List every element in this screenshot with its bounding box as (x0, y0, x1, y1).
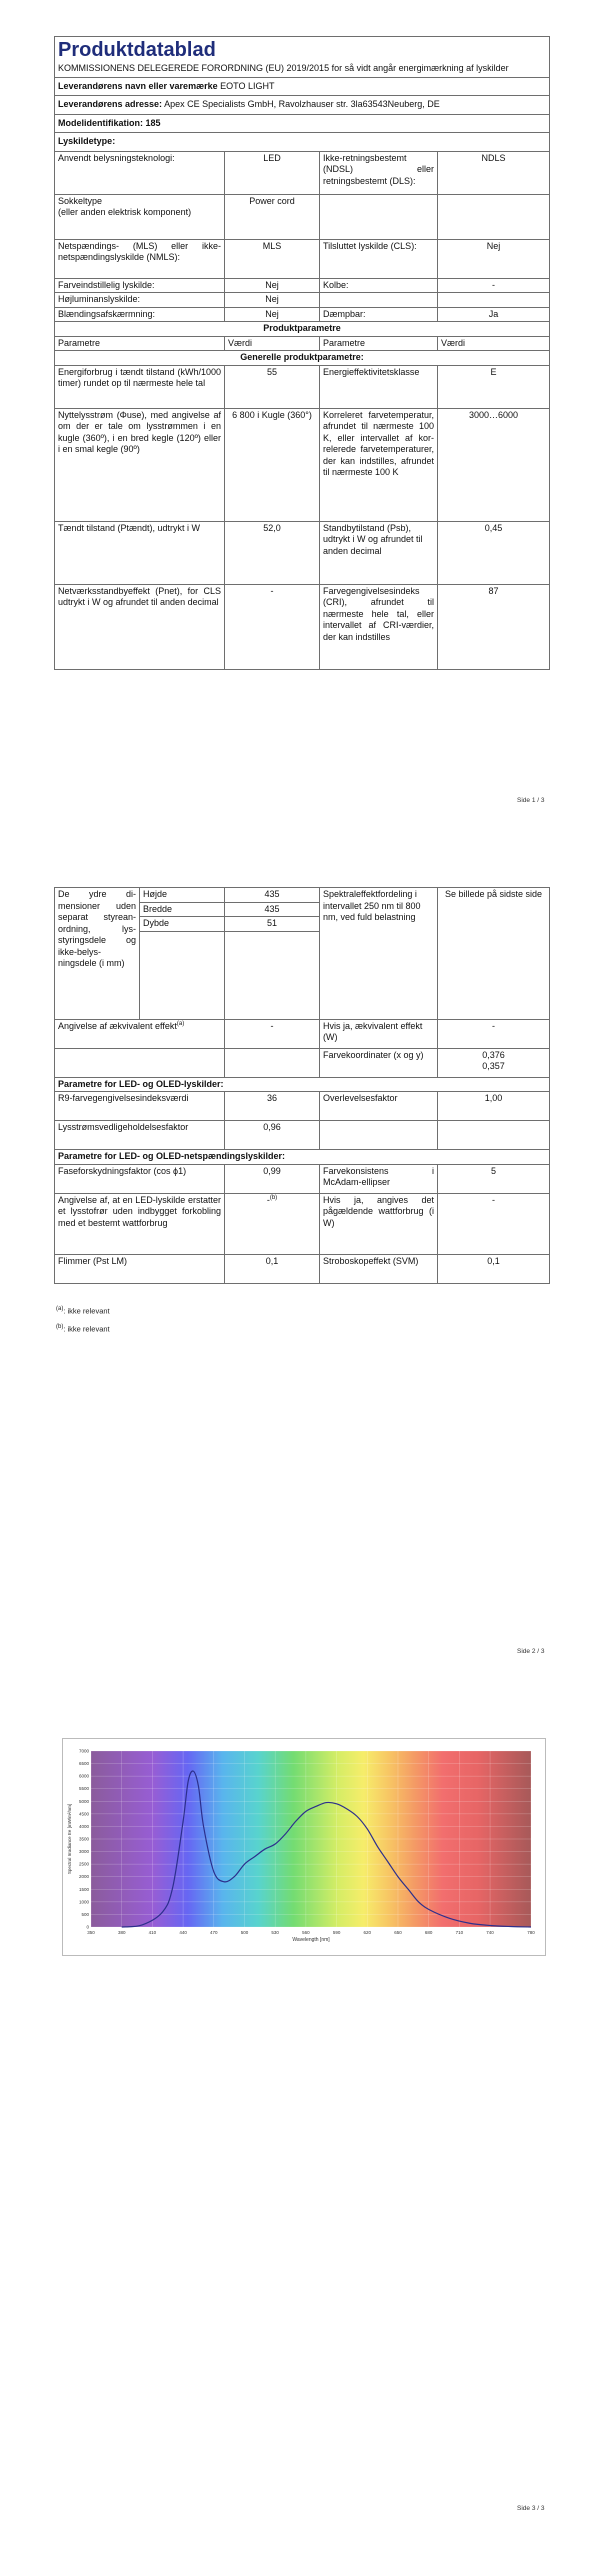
cct-value: 3000…6000 (438, 408, 550, 521)
x-tick-label: 470 (210, 1930, 218, 1935)
on-mode-power-value: 52,0 (225, 521, 320, 584)
directional-label: Ikke-retningsbestemt (NDSL) eller retningsbestemt (DLS): (320, 151, 438, 194)
y-tick-label: 4500 (78, 1811, 89, 1817)
page-title: Produktdatablad (58, 39, 216, 61)
equivalent-power-label: Angivelse af ækvivalent effekt (58, 1020, 177, 1031)
y-tick-label: 0 (86, 1924, 89, 1930)
r9-label: R9-farvegengivelsesindeksværdi (55, 1092, 225, 1121)
r9-value: 36 (225, 1092, 320, 1121)
energy-consumption-value: 55 (225, 365, 320, 408)
empty-cell (55, 1048, 225, 1077)
empty-cell (225, 1048, 320, 1077)
model-value: 185 (145, 117, 161, 128)
equivalent-watt-label: Hvis ja, ækvivalent effekt (W) (320, 1019, 438, 1048)
supplier-address: Apex CE Specialists GmbH, Ravolzhauser str. 3la63543Neuberg, DE (164, 99, 440, 110)
y-tick-label: 3000 (78, 1849, 89, 1855)
height-value: 435 (225, 888, 320, 903)
empty-cell (320, 1121, 438, 1150)
col-param-header: Parametre (320, 336, 438, 351)
high-luminance-value: Nej (225, 293, 320, 308)
depth-value: 51 (225, 917, 320, 932)
x-tick-label: 780 (527, 1930, 535, 1935)
dimensions-label: De ydre dimensioner uden separat styreanordning, lysstyringsdele og ikke-belysningsdele (i mm) (55, 888, 140, 1020)
energy-class-value: E (438, 365, 550, 408)
y-tick-label: 3500 (78, 1836, 89, 1842)
color-coordinates-label: Farvekoordinater (x og y) (320, 1048, 438, 1077)
cap-type-value: Power cord (225, 194, 320, 239)
empty-cell (140, 931, 225, 1019)
footnote-b-ref: (b) (269, 1194, 278, 1201)
color-coordinate-y: 0,357 (482, 1061, 505, 1072)
empty-cell (320, 293, 438, 308)
flicker-value: 0,1 (225, 1254, 320, 1283)
y-axis-label: Spectral Irradiance Ee [mW/m²/nm] (67, 1803, 72, 1875)
supplier-name-label: Leverandørens navn eller varemærke (58, 80, 218, 91)
color-consistency-value: 5 (438, 1164, 550, 1193)
cri-label: Farvegengivelsesindeks (CRI), afrundet til nærmeste hele tal, eller intervallet af CRI-værdier, der kan indstilles (320, 584, 438, 669)
depth-label: Dybde (140, 917, 225, 932)
color-tunable-value: Nej (225, 278, 320, 293)
color-consistency-label: Farvekonsistens i McAdam-ellipser (320, 1164, 438, 1193)
dimmable-label: Dæmpbar: (320, 307, 438, 322)
y-tick-label: 7000 (78, 1748, 89, 1754)
y-tick-label: 4000 (78, 1823, 89, 1829)
col-value-header: Værdi (225, 336, 320, 351)
y-tick-label: 2500 (78, 1861, 89, 1867)
page-number-3: Side 3 / 3 (517, 2505, 545, 2512)
replacement-watt-label: Hvis ja, angives det pågældende wattforbrug (i W) (320, 1193, 438, 1254)
spectral-value: Se billede på sidste side (438, 888, 550, 1020)
footnote-a-text: : ikke relevant (63, 1306, 110, 1316)
directional-value: NDLS (438, 151, 550, 194)
lumen-maintenance-label: Lysstrømsvedligeholdelsesfaktor (55, 1121, 225, 1150)
mains-value: MLS (225, 239, 320, 278)
footnote-b (56, 1324, 110, 1334)
y-tick-label: 2000 (78, 1874, 89, 1880)
x-tick-label: 590 (332, 1930, 341, 1935)
fluorescent-replacement-label: Angivelse af, at en LED-lyskilde erstatter et lysstofrør uden indbygget forkobling med et bestemt wattforbrug (55, 1193, 225, 1254)
survival-factor-label: Overlevelsesfaktor (320, 1092, 438, 1121)
survival-factor-value: 1,00 (438, 1092, 550, 1121)
x-tick-label: 650 (394, 1930, 402, 1935)
on-mode-power-label: Tændt tilstand (Ptændt), udtrykt i W (55, 521, 225, 584)
replacement-watt-value: - (438, 1193, 550, 1254)
y-tick-label: 6000 (78, 1773, 89, 1779)
x-axis (87, 1930, 535, 1935)
spectrum-chart-frame (62, 1738, 546, 1956)
envelope-value: - (438, 278, 550, 293)
envelope-label: Kolbe: (320, 278, 438, 293)
empty-cell (438, 194, 550, 239)
col-param-header: Parametre (55, 336, 225, 351)
x-tick-label: 380 (117, 1930, 126, 1935)
connected-label: Tilsluttet lyskilde (CLS): (320, 239, 438, 278)
luminous-flux-value: 6 800 i Kugle (360°) (225, 408, 320, 521)
stroboscopic-label: Stroboskopeffekt (SVM) (320, 1254, 438, 1283)
cap-type-label: Sokkeltype (eller anden elektrisk komponent) (55, 194, 225, 239)
col-value-header: Værdi (438, 336, 550, 351)
x-tick-label: 530 (271, 1930, 279, 1935)
displacement-factor-label: Faseforskydningsfaktor (cos ϕ1) (55, 1164, 225, 1193)
empty-cell (438, 293, 550, 308)
empty-cell (320, 194, 438, 239)
height-label: Højde (140, 888, 225, 903)
x-tick-label: 560 (302, 1930, 310, 1935)
x-tick-label: 680 (424, 1930, 433, 1935)
connected-value: Nej (438, 239, 550, 278)
color-coordinate-x: 0,376 (482, 1049, 505, 1060)
x-tick-label: 350 (87, 1930, 95, 1935)
mains-label: Netspændings- (MLS) eller ikke-netspændingslyskilde (NMLS): (55, 239, 225, 278)
dimmable-value: Ja (438, 307, 550, 322)
general-params-header: Generelle produktparametre: (55, 351, 550, 366)
x-tick-label: 410 (148, 1930, 157, 1935)
tech-value: LED (225, 151, 320, 194)
x-tick-label: 710 (455, 1930, 464, 1935)
x-tick-label: 740 (486, 1930, 494, 1935)
x-axis-label: Wavelength [nm] (292, 1937, 330, 1943)
led-params-header: Parametre for LED- og OLED-lyskilder: (55, 1077, 550, 1092)
lumen-maintenance-value: 0,96 (225, 1121, 320, 1150)
energy-consumption-label: Energiforbrug i tændt tilstand (kWh/1000 timer) rundet op til nærmeste hele tal (55, 365, 225, 408)
footnote-a (56, 1306, 110, 1316)
product-data-table-page2 (54, 887, 550, 1284)
standby-power-value: 0,45 (438, 521, 550, 584)
x-tick-label: 620 (363, 1930, 372, 1935)
spectrum-chart (63, 1739, 545, 1955)
displacement-factor-value: 0,99 (225, 1164, 320, 1193)
color-tunable-label: Farveindstillelig lyskilde: (55, 278, 225, 293)
product-params-header: Produktparametre (55, 322, 550, 337)
y-tick-label: 1000 (78, 1899, 89, 1905)
y-tick-label: 500 (81, 1911, 89, 1917)
standby-power-label: Standbytilstand (Psb), udtrykt i W og afrundet til anden decimal (320, 521, 438, 584)
energy-class-label: Energieffektivitetsklasse (320, 365, 438, 408)
x-tick-label: 500 (240, 1930, 249, 1935)
cct-label: Korreleret farvetemperatur, afrundet til nærmeste 100 K, eller intervallet af korrelerede farvetemperaturer, der kan indstilles, afrundet til nærmeste 100 K (320, 408, 438, 521)
anti-glare-value: Nej (225, 307, 320, 322)
supplier-name: EOTO LIGHT (220, 80, 275, 91)
network-standby-value: - (225, 584, 320, 669)
regulation-text: KOMMISSIONENS DELEGEREDE FORORDNING (EU) 2019/2015 for så vidt angår energimærkning af lyskilder (58, 63, 509, 73)
supplier-address-label: Leverandørens adresse: (58, 99, 163, 110)
empty-cell (438, 1121, 550, 1150)
product-data-table-page1 (54, 36, 550, 670)
y-tick-label: 1500 (78, 1886, 89, 1892)
stroboscopic-value: 0,1 (438, 1254, 550, 1283)
light-type-label: Lyskildetype: (55, 133, 550, 152)
y-tick-label: 5500 (78, 1786, 89, 1792)
tech-label: Anvendt belysningsteknologi: (55, 151, 225, 194)
model-label: Modelidentifikation: (58, 117, 143, 128)
network-standby-label: Netværksstandbyeffekt (Pnet), for CLS udtrykt i W og afrundet til anden decimal (55, 584, 225, 669)
footnote-b-text: : ikke relevant (63, 1324, 110, 1334)
page-number-1: Side 1 / 3 (517, 797, 545, 804)
y-tick-label: 6500 (78, 1761, 89, 1767)
page-number-2: Side 2 / 3 (517, 1648, 545, 1655)
empty-cell (225, 931, 320, 1019)
cri-value: 87 (438, 584, 550, 669)
y-axis (79, 1749, 90, 1930)
flicker-label: Flimmer (Pst LM) (55, 1254, 225, 1283)
footnote-b-mark: (b) (56, 1324, 64, 1330)
width-label: Bredde (140, 902, 225, 917)
anti-glare-label: Blændingsafskærmning: (55, 307, 225, 322)
footnote-a-ref: (a) (176, 1020, 185, 1027)
mains-params-header: Parametre for LED- og OLED-netspændingslyskilder: (55, 1150, 550, 1165)
luminous-flux-label: Nyttelysstrøm (Φuse), med angivelse af om der er tale om lysstrømmen i en kugle (360º), i en bred kegle (120º) eller i en smal kegle (90º) (55, 408, 225, 521)
x-tick-label: 440 (179, 1930, 187, 1935)
high-luminance-label: Højluminanslyskilde: (55, 293, 225, 308)
fluorescent-replacement-value: - (266, 1194, 270, 1205)
equivalent-power-value: - (225, 1019, 320, 1048)
spectral-label: Spektraleffektfordeling i intervallet 250 nm til 800 nm, ved fuld belastning (320, 888, 438, 1020)
width-value: 435 (225, 902, 320, 917)
footnote-a-mark: (a) (56, 1306, 64, 1312)
equivalent-watt-value: - (438, 1019, 550, 1048)
y-tick-label: 5000 (78, 1798, 89, 1804)
